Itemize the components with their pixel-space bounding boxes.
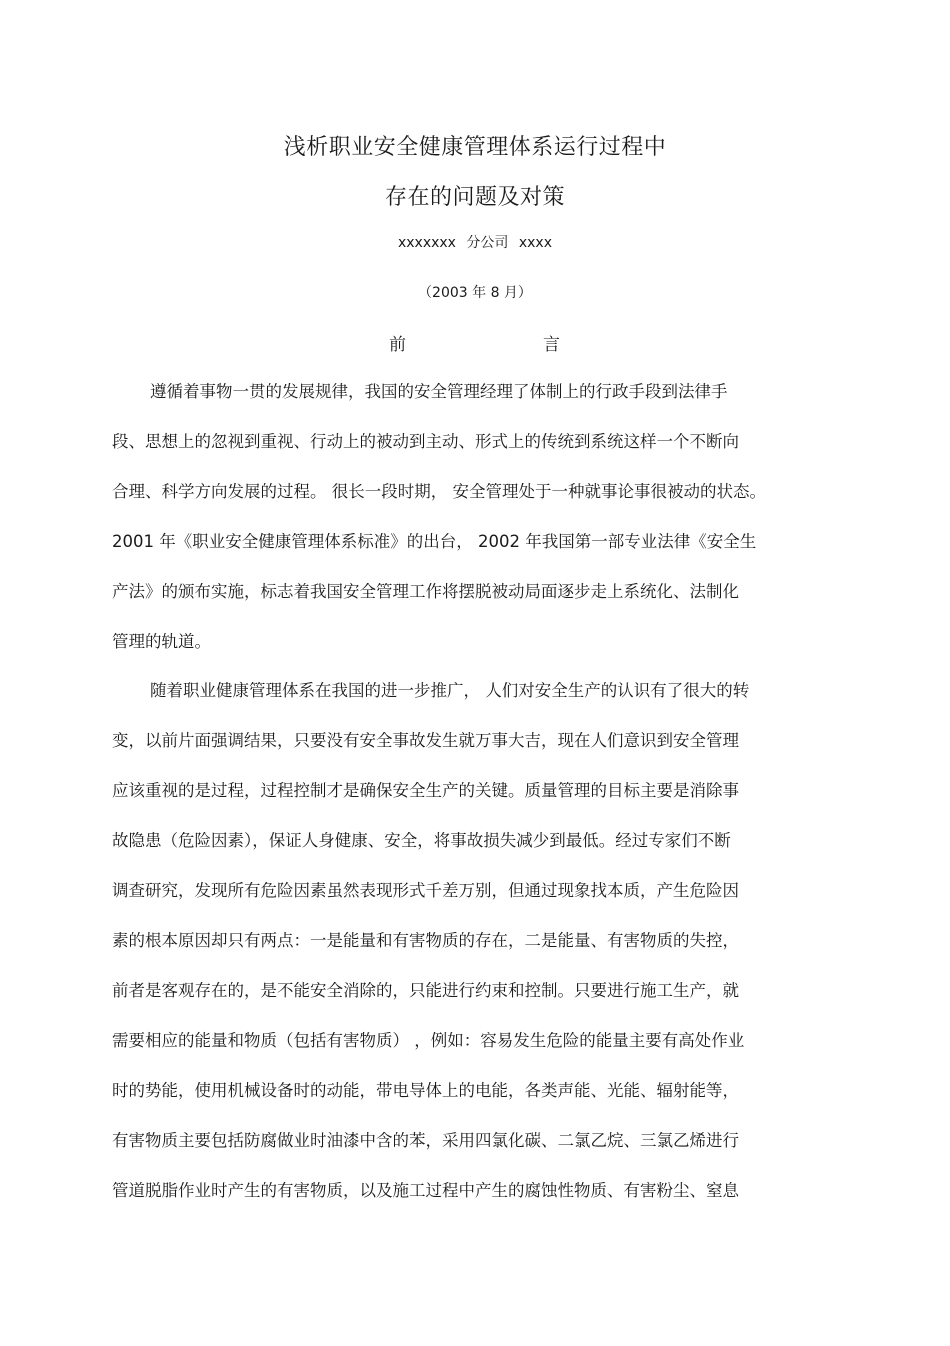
paragraph-1-line: 产法》的颁布实施，标志着我国安全管理工作将摆脱被动局面逐步走上系统化、法制化 bbox=[112, 582, 739, 601]
paragraph-2-line: 时的势能，使用机械设备时的动能，带电导体上的电能，各类声能、光能、辐射能等， bbox=[112, 1081, 739, 1100]
paragraph-1-line: 管理的轨道。 bbox=[112, 632, 211, 651]
document-title-line-2: 存在的问题及对策 bbox=[384, 185, 565, 210]
preface-heading-char-2: 言 bbox=[543, 335, 560, 355]
document-date: （2003 年 8 月） bbox=[418, 285, 532, 301]
preface-heading-char-1: 前 bbox=[389, 335, 406, 355]
paragraph-2-line: 前者是客观存在的，是不能安全消除的，只能进行约束和控制。只要进行施工生产，就 bbox=[112, 981, 739, 1000]
document-title-line-1: 浅析职业安全健康管理体系运行过程中 bbox=[283, 135, 667, 160]
paragraph-2-line: 管道脱脂作业时产生的有害物质，以及施工过程中产生的腐蚀性物质、有害粉尘、窒息 bbox=[112, 1181, 739, 1200]
paragraph-2-line: 故隐患（危险因素），保证人身健康、安全，将事故损失减少到最低。经过专家们不断 bbox=[112, 831, 731, 850]
paragraph-2-line: 应该重视的是过程，过程控制才是确保安全生产的关键。质量管理的目标主要是消除事 bbox=[112, 781, 739, 800]
paragraph-1-line: 遵循着事物一贯的发展规律，我国的安全管理经理了体制上的行政手段到法律手 bbox=[150, 382, 728, 401]
paragraph-1-line: 段、思想上的忽视到重视、行动上的被动到主动、形式上的传统到系统这样一个不断向 bbox=[112, 432, 739, 451]
paragraph-1-line: 合理、科学方向发展的过程。 很长一段时期， 安全管理处于一种就事论事很被动的状态。 bbox=[112, 482, 766, 501]
author-byline: xxxxxxx 分公司 xxxx bbox=[397, 235, 553, 251]
paragraph-2-line: 调查研究，发现所有危险因素虽然表现形式千差万别，但通过现象找本质，产生危险因 bbox=[112, 881, 739, 900]
paragraph-2-line: 随着职业健康管理体系在我国的进一步推广， 人们对安全生产的认识有了很大的转 bbox=[150, 681, 750, 700]
paragraph-1-line: 2001 年《职业安全健康管理体系标准》的出台， 2002 年我国第一部专业法律《安全生 bbox=[112, 532, 757, 551]
paragraph-2-line: 有害物质主要包括防腐做业时油漆中含的苯，采用四氯化碳、二氯乙烷、三氯乙烯进行 bbox=[112, 1131, 739, 1150]
paragraph-2-line: 变，以前片面强调结果，只要没有安全事故发生就万事大吉，现在人们意识到安全管理 bbox=[112, 731, 739, 750]
paragraph-2-line: 素的根本原因却只有两点：一是能量和有害物质的存在，二是能量、有害物质的失控， bbox=[112, 931, 739, 950]
paragraph-2-line: 需要相应的能量和物质（包括有害物质） ，例如：容易发生危险的能量主要有高处作业 bbox=[112, 1031, 745, 1050]
